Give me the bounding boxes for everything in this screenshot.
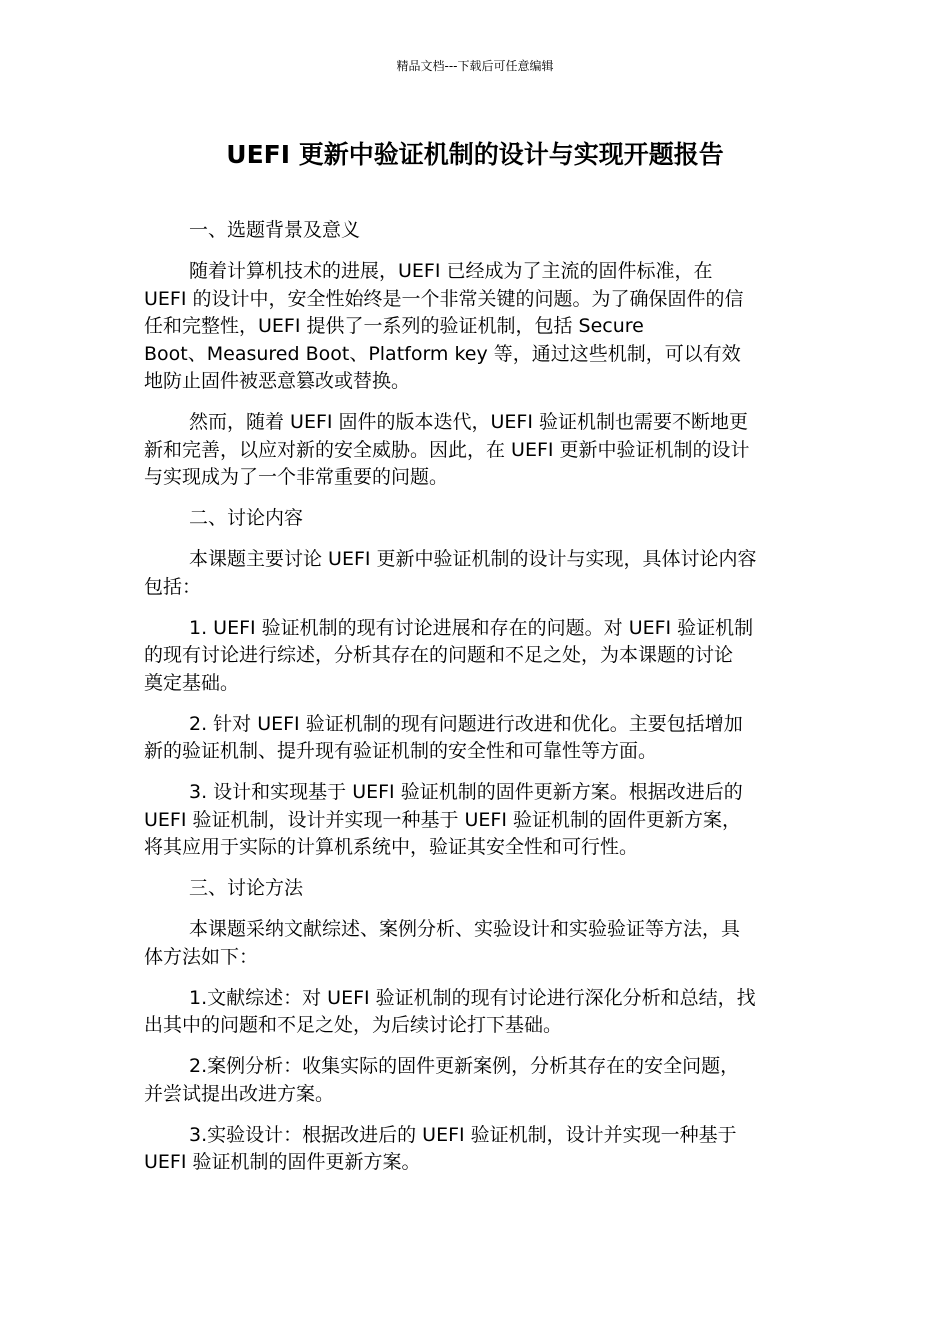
list-item-content-3: [144, 779, 806, 862]
text-line: 体方法如下：: [144, 945, 259, 968]
text-line: 2.案例分析：收集实际的固件更新案例，分析其存在的安全问题，: [189, 1055, 740, 1077]
text-line: 一、选题背景及意义: [189, 219, 361, 241]
text-line: 随着计算机技术的进展，UEFI 已经成为了主流的固件标准，在: [189, 260, 713, 282]
paragraph-content-intro: [144, 546, 806, 601]
text-line: Boot、Measured Boot、Platform key 等，通过这些机制，可以有效: [144, 342, 741, 365]
text-line: 3.实验设计：根据改进后的 UEFI 验证机制，设计并实现一种基于: [189, 1123, 737, 1146]
section-heading-content: [144, 505, 806, 533]
text-line: 新和完善，以应对新的安全威胁。因此，在 UEFI 更新中验证机制的设计: [144, 438, 750, 461]
page-header: 精品文档---下载后可任意编辑: [396, 59, 554, 73]
document-title: UEFI 更新中验证机制的设计与实现开题报告: [226, 140, 724, 169]
text-line: 将其应用于实际的计算机系统中，验证其安全性和可行性。: [144, 836, 639, 858]
text-line: 包括：: [144, 575, 202, 598]
section-heading-background: [144, 217, 806, 245]
text-line: 奠定基础。: [144, 671, 240, 694]
text-line: UEFI 的设计中，安全性始终是一个非常关键的问题。为了确保固件的信: [144, 287, 744, 310]
text-line: 然而，随着 UEFI 固件的版本迭代，UEFI 验证机制也需要不断地更: [189, 411, 749, 433]
paragraph-significance: [144, 409, 806, 492]
paragraph-methods-intro: [144, 916, 806, 971]
text-line: 1.文献综述：对 UEFI 验证机制的现有讨论进行深化分析和总结，找: [189, 986, 756, 1009]
list-item-content-2: [144, 711, 806, 766]
list-item-method-1: [144, 985, 806, 1040]
text-line: 3. 设计和实现基于 UEFI 验证机制的固件更新方案。根据改进后的: [189, 781, 743, 803]
text-line: 出其中的问题和不足之处，为后续讨论打下基础。: [144, 1014, 563, 1036]
text-line: UEFI 验证机制，设计并实现一种基于 UEFI 验证机制的固件更新方案，: [144, 808, 742, 831]
text-line: 并尝试提出改进方案。: [144, 1082, 335, 1105]
text-line: 任和完整性，UEFI 提供了一系列的验证机制，包括 Secure: [144, 315, 644, 337]
text-line: 地防止固件被恶意篡改或替换。: [144, 370, 411, 392]
list-item-method-2: [144, 1053, 806, 1108]
text-line: 的现有讨论进行综述，分析其存在的问题和不足之处，为本课题的讨论: [144, 644, 734, 666]
text-line: 2. 针对 UEFI 验证机制的现有问题进行改进和优化。主要包括增加: [189, 712, 743, 735]
text-line: 三、讨论方法: [189, 877, 304, 899]
text-line: 本课题主要讨论 UEFI 更新中验证机制的设计与实现，具体讨论内容: [189, 548, 757, 570]
document-body: [144, 217, 806, 1190]
paragraph-background: [144, 258, 806, 396]
list-item-method-3: [144, 1122, 806, 1177]
text-line: 二、讨论内容: [189, 507, 304, 529]
text-line: 与实现成为了一个非常重要的问题。: [144, 466, 449, 488]
section-heading-methods: [144, 875, 806, 903]
list-item-content-1: [144, 615, 806, 698]
text-line: 新的验证机制、提升现有验证机制的安全性和可靠性等方面。: [144, 740, 658, 762]
text-line: 1. UEFI 验证机制的现有讨论进展和存在的问题。对 UEFI 验证机制: [189, 616, 754, 639]
text-line: 本课题采纳文献综述、案例分析、实验设计和实验验证等方法，具: [189, 918, 741, 940]
text-line: UEFI 验证机制的固件更新方案。: [144, 1151, 421, 1173]
